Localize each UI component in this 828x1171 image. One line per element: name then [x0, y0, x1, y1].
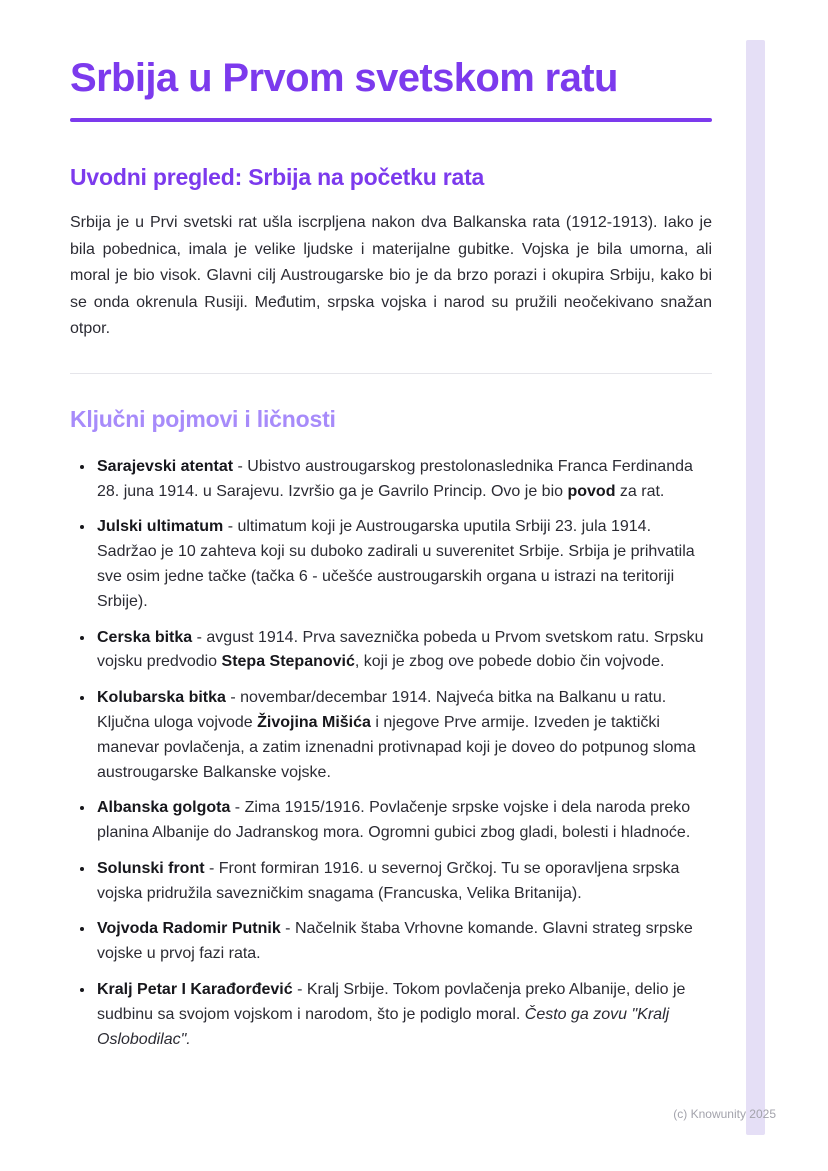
- term-description: i njegove Prve armije. Izveden je taktički manevar povlačenja, a zatim iznenadni protivnapad koji je doveo do potpunog sloma austrougarske Balkanske vojske.: [97, 713, 696, 781]
- list-item: [95, 917, 712, 967]
- term-description: - novembar/decembar 1914. Najveća bitka na Balkanu u ratu. Ključna uloga vojvode: [97, 689, 667, 731]
- term-label: Kolubarska bitka: [97, 689, 226, 707]
- section-divider: [70, 373, 712, 374]
- term-description: za rat.: [615, 482, 665, 500]
- page-title: Srbija u Prvom svetskom ratu: [70, 56, 618, 100]
- term-label: Stepa Stepanović: [221, 653, 355, 671]
- term-description: - avgust 1914. Prva saveznička pobeda u Prvom svetskom ratu. Srpsku vojsku predvodio: [97, 628, 704, 671]
- term-label: povod: [567, 482, 616, 500]
- term-description: , koji je zbog ove pobede dobio čin vojvode.: [354, 653, 665, 671]
- key-terms-list: [70, 455, 712, 1053]
- section-heading-intro: Uvodni pregled: Srbija na početku rata: [70, 164, 485, 190]
- term-description: - Ubistvo austrougarskog prestolonaslednika Franca Ferdinanda 28. juna 1914. u Sarajevu. Izvršio ga je Gavrilo Princip. Ovo je bio: [97, 457, 693, 500]
- intro-paragraph: Srbija je u Prvi svetski rat ušla iscrpljena nakon dva Balkanska rata (1912-1913). Iako je bila pobednica, imala je velike ljudske i materijalne gubitke. Vojska je bila umorna, ali moral je bio visok. Glavni cilj Austrougarske bio je da brzo porazi i okupira Srbiju, kako bi se onda okrenula Rusiji. Međutim, srpska vojska i narod su pružili neočekivano snažan otpor.: [70, 214, 712, 338]
- term-description: - Front formiran 1916. u severnoj Grčkoj. Tu se oporavljena srpska vojska pridružila savezničkim snagama (Francuska, Velika Britanija).: [97, 859, 680, 902]
- term-description: - Načelnik štaba Vrhovne komande. Glavni strateg srpske vojske u prvoj fazi rata.: [97, 920, 693, 963]
- term-label: Solunski front: [97, 859, 205, 877]
- list-item: [95, 796, 712, 846]
- term-description: - Kralj Srbije. Tokom povlačenja preko Albanije, delio je sudbinu sa svojom vojskom i narodom, što je podiglo moral.: [97, 981, 686, 1023]
- term-label: Živojina Mišića: [257, 713, 371, 731]
- document-content: [70, 0, 712, 1052]
- list-item: [95, 626, 712, 676]
- term-note-italic: Često ga zovu "Kralj Oslobodilac".: [97, 1005, 670, 1048]
- title-divider: [70, 118, 712, 122]
- list-item: [95, 455, 712, 505]
- term-label: Albanska golgota: [97, 799, 231, 817]
- term-description: - Zima 1915/1916. Povlačenje srpske vojske i dela naroda preko planina Albanije do Jadranskog mora. Ogromni gubici zbog gladi, bolesti i hladnoće.: [97, 799, 691, 842]
- copyright-notice: (c) Knowunity 2025: [673, 1107, 776, 1121]
- list-item: [95, 857, 712, 907]
- term-label: Kralj Petar I Karađorđević: [97, 981, 293, 999]
- term-label: Cerska bitka: [97, 628, 193, 646]
- section-heading-key-terms: Ključni pojmovi i ličnosti: [70, 405, 336, 432]
- list-item: [95, 515, 712, 614]
- term-label: Vojvoda Radomir Putnik: [97, 920, 281, 938]
- list-item: [95, 686, 712, 785]
- term-label: Julski ultimatum: [97, 518, 224, 536]
- scrollbar-track[interactable]: [746, 40, 765, 1135]
- term-description: - ultimatum koji je Austrougarska uputila Srbiji 23. jula 1914. Sadržao je 10 zahteva koji su duboko zadirali u suverenitet Srbije. Srbija je prihvatila sve osim jedne tačke (tačka 6 - učešće austrougarskih organa u istrazi na teritoriji Srbije).: [97, 518, 695, 610]
- term-label: Sarajevski atentat: [97, 457, 234, 475]
- list-item: [95, 978, 712, 1052]
